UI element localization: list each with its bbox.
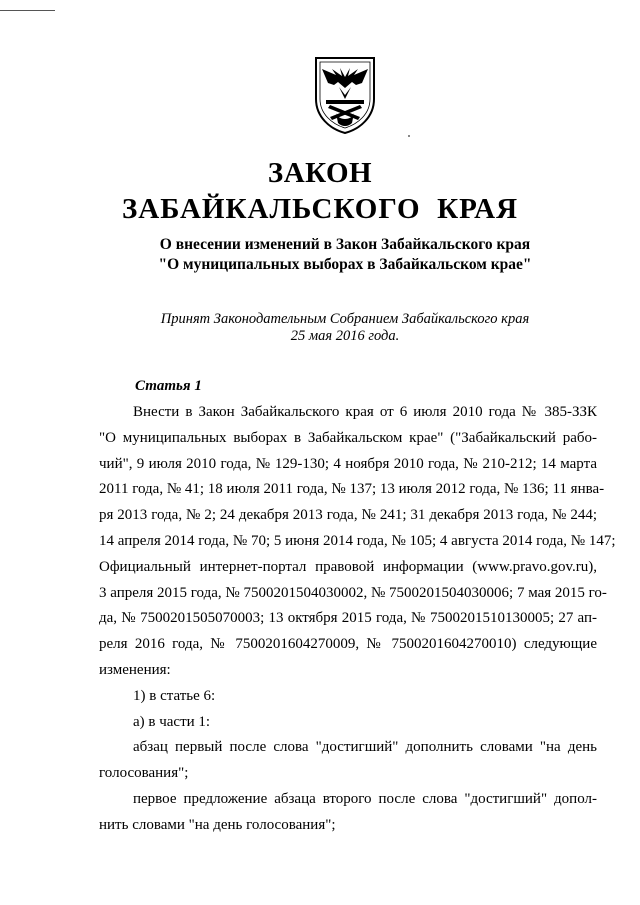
body-line: Официальный интернет-портал правовой информации (www.pravo.gov.ru),: [99, 558, 597, 575]
body-line: чий", 9 июля 2010 года, № 129-130; 4 ноября 2010 года, № 210-212; 14 марта: [99, 455, 597, 472]
adoption-date: 25 мая 2016 года.: [290, 328, 400, 344]
body-line: нить словами "на день голосования";: [99, 816, 336, 833]
body-line: реля 2016 года, № 7500201604270009, № 7500201604270010) следующие: [99, 636, 597, 653]
article-heading: Статья 1: [135, 378, 202, 394]
scan-edge-mark: [0, 10, 55, 11]
coat-of-arms-icon: [312, 55, 378, 135]
law-subject-line-1: О внесении изменений в Закон Забайкальского края: [159, 236, 531, 253]
law-subject-line-2: "О муниципальных выборах в Забайкальском крае": [158, 256, 532, 273]
list-item: а) в части 1:: [133, 713, 211, 730]
document-title: ЗАКОН: [267, 157, 373, 189]
list-item: 1) в статье 6:: [133, 687, 216, 704]
document-title-region: ЗАБАЙКАЛЬСКОГО КРАЯ: [121, 193, 519, 225]
body-line: 3 апреля 2015 года, № 7500201504030002, № 7500201504030006; 7 мая 2015 го-: [99, 584, 607, 601]
body-line: 2011 года, № 41; 18 июля 2011 года, № 137; 13 июля 2012 года, № 136; 11 янва-: [99, 481, 605, 498]
body-line: изменения:: [99, 661, 171, 678]
body-line: голосования";: [99, 765, 189, 782]
body-line: "О муниципальных выборах в Забайкальском крае" ("Забайкальский рабо-: [99, 429, 597, 446]
scan-speck: [408, 135, 410, 137]
adoption-note: Принят Законодательным Собранием Забайкальского края: [160, 311, 530, 327]
body-line: 14 апреля 2014 года, № 70; 5 июня 2014 года, № 105; 4 августа 2014 года, № 147;: [99, 532, 616, 549]
article-body: [99, 400, 616, 839]
body-line: Внести в Закон Забайкальского края от 6 июля 2010 года № 385-ЗЗК: [133, 404, 597, 420]
body-line: первое предложение абзаца второго после слова "достигший" допол-: [133, 790, 597, 807]
body-line: ря 2013 года, № 2; 24 декабря 2013 года, № 241; 31 декабря 2013 года, № 244;: [99, 507, 597, 524]
body-line: да, № 7500201505070003; 13 октября 2015 года, № 7500201510130005; 27 ап-: [99, 610, 597, 627]
body-line: абзац первый после слова "достигший" дополнить словами "на день: [133, 739, 597, 756]
